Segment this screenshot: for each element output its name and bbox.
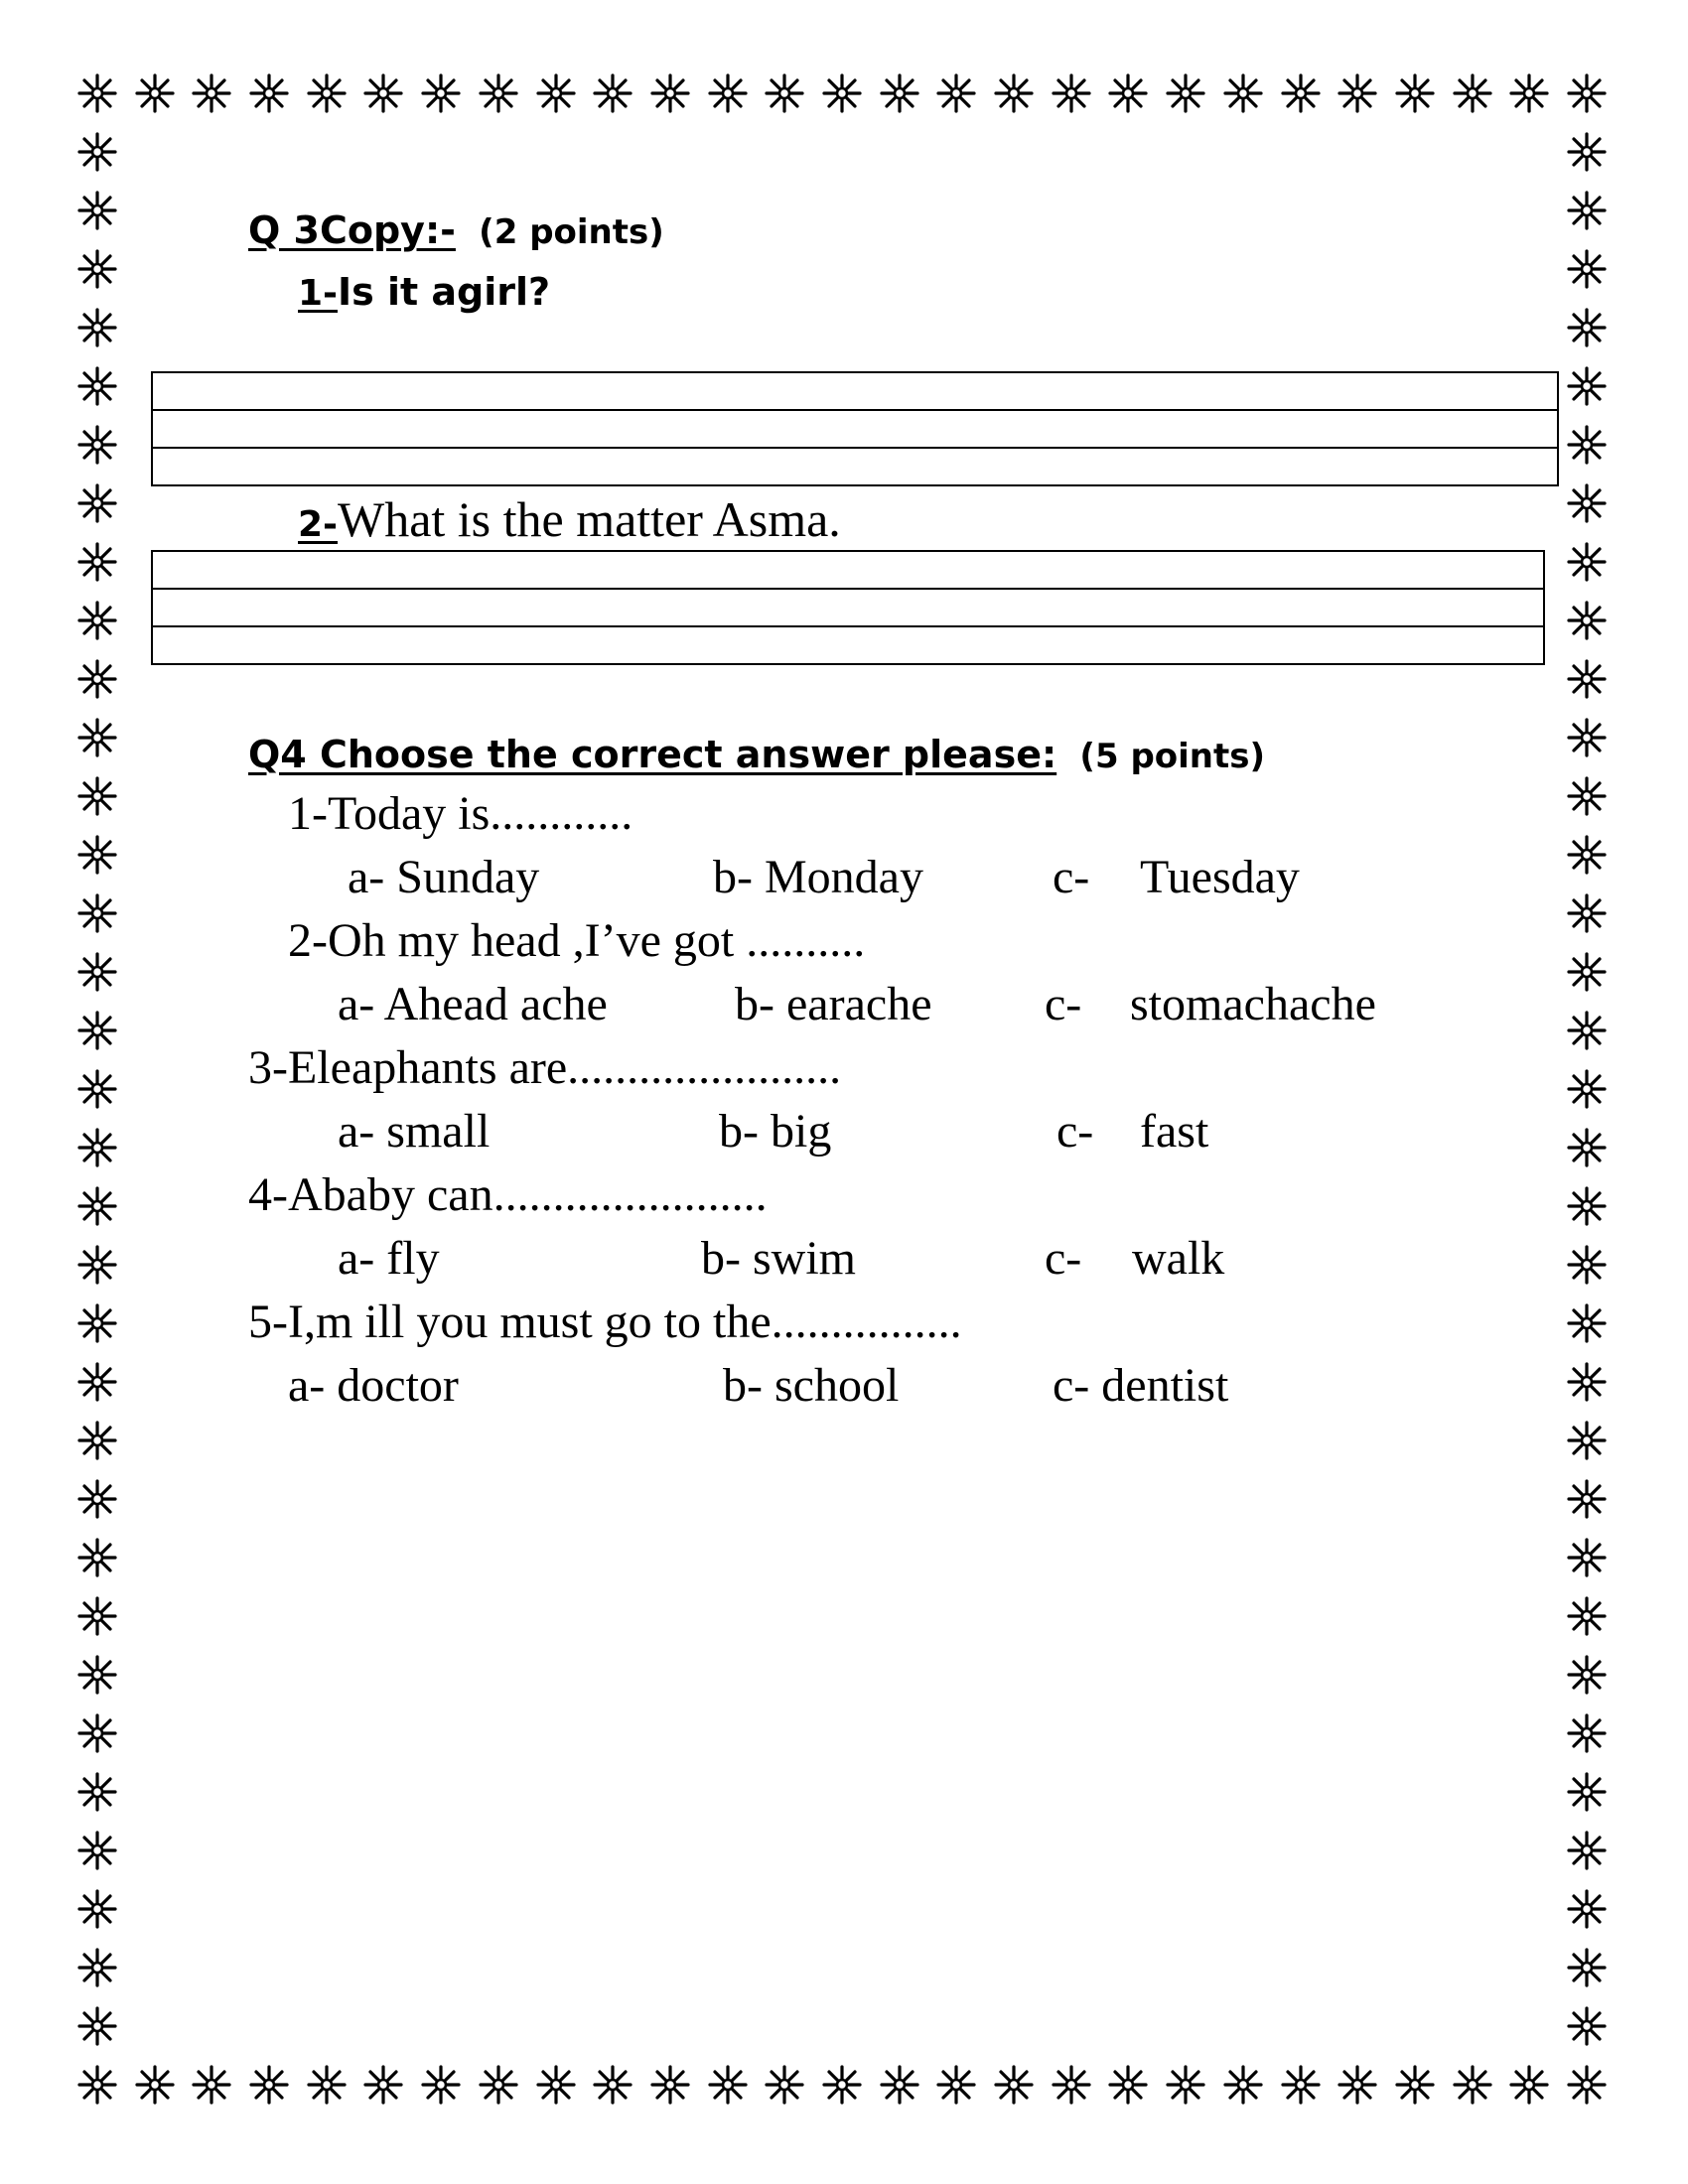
- border-star-icon: [933, 70, 979, 116]
- border-star-icon: [1163, 2062, 1208, 2108]
- border-star-icon: [705, 70, 751, 116]
- q4-q5-option-a[interactable]: a- doctor: [288, 1359, 459, 1412]
- border-star-icon: [1564, 1593, 1610, 1639]
- q4-q1-option-c-label[interactable]: c-: [1053, 851, 1090, 903]
- border-star-icon: [418, 70, 464, 116]
- border-star-icon: [991, 70, 1037, 116]
- border-star-icon: [1392, 70, 1438, 116]
- border-star-icon: [1564, 188, 1610, 233]
- border-star-icon: [533, 2062, 579, 2108]
- border-star-icon: [1564, 1945, 1610, 1990]
- border-star-icon: [1564, 949, 1610, 995]
- border-star-icon: [1564, 890, 1610, 936]
- border-star-icon: [74, 422, 120, 468]
- border-star-icon: [74, 188, 120, 233]
- border-star-icon: [74, 363, 120, 409]
- writing-line[interactable]: [153, 590, 1543, 627]
- border-star-icon: [647, 2062, 693, 2108]
- border-star-icon: [1163, 70, 1208, 116]
- border-star-icon: [74, 1183, 120, 1229]
- border-star-icon: [74, 890, 120, 936]
- border-star-icon: [1392, 2062, 1438, 2108]
- border-star-icon: [189, 2062, 234, 2108]
- border-star-icon: [933, 2062, 979, 2108]
- q4-q1-option-c-text[interactable]: Tuesday: [1140, 851, 1300, 903]
- border-star-icon: [74, 2003, 120, 2049]
- border-star-icon: [304, 70, 350, 116]
- q4-q2-option-c-text[interactable]: stomachache: [1130, 978, 1376, 1030]
- q4-question-3: 3-Eleaphants are.......................: [248, 1041, 842, 1094]
- writing-line[interactable]: [153, 449, 1557, 484]
- q4-question-5: 5-I,m ill you must go to the................: [248, 1296, 962, 1348]
- border-star-icon: [304, 2062, 350, 2108]
- q4-q4-option-b[interactable]: b- swim: [701, 1232, 856, 1285]
- border-star-icon: [74, 1242, 120, 1288]
- writing-line[interactable]: [153, 411, 1557, 449]
- border-star-icon: [1564, 656, 1610, 702]
- border-star-icon: [1564, 715, 1610, 760]
- border-star-icon: [1564, 129, 1610, 175]
- border-star-icon: [74, 1828, 120, 1873]
- border-star-icon: [74, 1710, 120, 1756]
- border-star-icon: [1278, 70, 1324, 116]
- border-star-icon: [74, 949, 120, 995]
- border-star-icon: [590, 70, 635, 116]
- border-star-icon: [1278, 2062, 1324, 2108]
- border-star-icon: [74, 1300, 120, 1346]
- q4-question-1: 1-Today is............: [288, 787, 633, 840]
- q4-points: (5 points): [1079, 737, 1266, 776]
- border-star-icon: [819, 70, 865, 116]
- border-star-icon: [1564, 246, 1610, 292]
- q4-q2-option-c-label[interactable]: c-: [1045, 978, 1082, 1030]
- border-star-icon: [1564, 1652, 1610, 1698]
- border-star-icon: [1564, 773, 1610, 819]
- border-star-icon: [1564, 832, 1610, 878]
- q4-q2-option-b[interactable]: b- earache: [735, 978, 932, 1030]
- border-star-icon: [1564, 1418, 1610, 1463]
- q4-q1-option-a[interactable]: a- Sunday: [348, 851, 540, 903]
- copy-writing-lines-1[interactable]: [151, 371, 1559, 486]
- q4-heading: [248, 733, 1265, 776]
- border-star-icon: [1564, 1886, 1610, 1932]
- q4-q3-option-a[interactable]: a- small: [338, 1105, 491, 1158]
- q4-q4-option-c-text[interactable]: walk: [1132, 1232, 1225, 1285]
- q4-q4-option-c-label[interactable]: c-: [1045, 1232, 1082, 1285]
- border-star-icon: [74, 1945, 120, 1990]
- border-star-icon: [762, 70, 807, 116]
- border-star-icon: [1564, 1828, 1610, 1873]
- border-star-icon: [877, 2062, 922, 2108]
- border-star-icon: [74, 539, 120, 585]
- q3-heading: [248, 208, 664, 252]
- border-star-icon: [1564, 305, 1610, 350]
- border-star-icon: [1220, 2062, 1266, 2108]
- border-star-icon: [1564, 2003, 1610, 2049]
- border-star-icon: [1564, 1535, 1610, 1580]
- border-star-icon: [360, 2062, 406, 2108]
- q4-q3-option-b[interactable]: b- big: [719, 1105, 832, 1158]
- border-star-icon: [74, 70, 120, 116]
- q4-question-4: 4-Ababy can.......................: [248, 1168, 768, 1221]
- border-star-icon: [74, 656, 120, 702]
- border-star-icon: [1564, 1476, 1610, 1522]
- border-star-icon: [1506, 70, 1552, 116]
- border-star-icon: [74, 1066, 120, 1112]
- border-star-icon: [74, 480, 120, 526]
- border-star-icon: [74, 598, 120, 643]
- border-star-icon: [1049, 70, 1094, 116]
- border-star-icon: [1564, 70, 1610, 116]
- border-star-icon: [74, 1593, 120, 1639]
- border-star-icon: [1564, 2062, 1610, 2108]
- border-star-icon: [1220, 70, 1266, 116]
- border-star-icon: [1564, 1242, 1610, 1288]
- writing-line[interactable]: [153, 552, 1543, 590]
- border-star-icon: [1105, 70, 1151, 116]
- border-star-icon: [246, 70, 292, 116]
- border-star-icon: [1564, 1125, 1610, 1170]
- border-star-icon: [74, 1652, 120, 1698]
- border-star-icon: [132, 70, 178, 116]
- border-star-icon: [74, 129, 120, 175]
- border-star-icon: [74, 1476, 120, 1522]
- q4-q5-option-c[interactable]: c- dentist: [1053, 1359, 1229, 1412]
- border-star-icon: [647, 70, 693, 116]
- border-star-icon: [74, 246, 120, 292]
- q3-points: (2 points): [479, 212, 664, 252]
- q4-q4-option-a[interactable]: a- fly: [338, 1232, 440, 1285]
- border-star-icon: [1049, 2062, 1094, 2108]
- border-star-icon: [1564, 422, 1610, 468]
- border-star-icon: [74, 1769, 120, 1815]
- q4-q5-option-b[interactable]: b- school: [723, 1359, 900, 1412]
- border-star-icon: [1564, 1769, 1610, 1815]
- border-star-icon: [74, 305, 120, 350]
- q4-title: Q4 Choose the correct answer please:: [248, 733, 1057, 776]
- copy-item-2-number: 2-: [298, 504, 338, 545]
- border-star-icon: [877, 70, 922, 116]
- border-star-icon: [1450, 2062, 1495, 2108]
- border-star-icon: [1564, 1066, 1610, 1112]
- border-star-icon: [1564, 1359, 1610, 1405]
- copy-item-1-text: Is it agirl?: [338, 270, 551, 314]
- border-star-icon: [418, 2062, 464, 2108]
- border-star-icon: [1564, 363, 1610, 409]
- border-star-icon: [1564, 480, 1610, 526]
- border-star-icon: [1564, 1710, 1610, 1756]
- border-star-icon: [74, 773, 120, 819]
- border-star-icon: [1564, 1008, 1610, 1053]
- border-star-icon: [74, 832, 120, 878]
- border-star-icon: [360, 70, 406, 116]
- border-star-icon: [1105, 2062, 1151, 2108]
- q4-question-2: 2-Oh my head ,I’ve got ..........: [288, 914, 866, 967]
- border-star-icon: [705, 2062, 751, 2108]
- border-star-icon: [1564, 1183, 1610, 1229]
- border-star-icon: [819, 2062, 865, 2108]
- border-star-icon: [74, 1359, 120, 1405]
- border-star-icon: [590, 2062, 635, 2108]
- writing-line[interactable]: [153, 373, 1557, 411]
- border-star-icon: [1564, 539, 1610, 585]
- border-star-icon: [1564, 598, 1610, 643]
- border-star-icon: [476, 70, 521, 116]
- q4-q1-option-b[interactable]: b- Monday: [713, 851, 923, 903]
- border-star-icon: [74, 715, 120, 760]
- border-star-icon: [132, 2062, 178, 2108]
- border-star-icon: [991, 2062, 1037, 2108]
- q4-q3-option-c-text[interactable]: fast: [1140, 1105, 1209, 1158]
- border-star-icon: [533, 70, 579, 116]
- border-star-icon: [74, 1008, 120, 1053]
- copy-item-2-text: What is the matter Asma.: [338, 491, 841, 547]
- copy-item-1: [298, 270, 550, 314]
- border-star-icon: [246, 2062, 292, 2108]
- copy-item-2: [298, 490, 841, 548]
- writing-line[interactable]: [153, 627, 1543, 663]
- border-star-icon: [1335, 70, 1380, 116]
- copy-item-1-number: 1-: [298, 273, 338, 314]
- q4-q3-option-c-label[interactable]: c-: [1056, 1105, 1094, 1158]
- border-star-icon: [1450, 70, 1495, 116]
- border-star-icon: [1506, 2062, 1552, 2108]
- border-star-icon: [1335, 2062, 1380, 2108]
- border-star-icon: [762, 2062, 807, 2108]
- q4-q2-option-a[interactable]: a- Ahead ache: [338, 978, 608, 1030]
- border-star-icon: [74, 1418, 120, 1463]
- border-star-icon: [74, 1886, 120, 1932]
- border-star-icon: [1564, 1300, 1610, 1346]
- border-star-icon: [189, 70, 234, 116]
- border-star-icon: [74, 1125, 120, 1170]
- border-star-icon: [476, 2062, 521, 2108]
- copy-writing-lines-2[interactable]: [151, 550, 1545, 665]
- border-star-icon: [74, 1535, 120, 1580]
- border-star-icon: [74, 2062, 120, 2108]
- q3-title: Q 3Copy:-: [248, 208, 456, 252]
